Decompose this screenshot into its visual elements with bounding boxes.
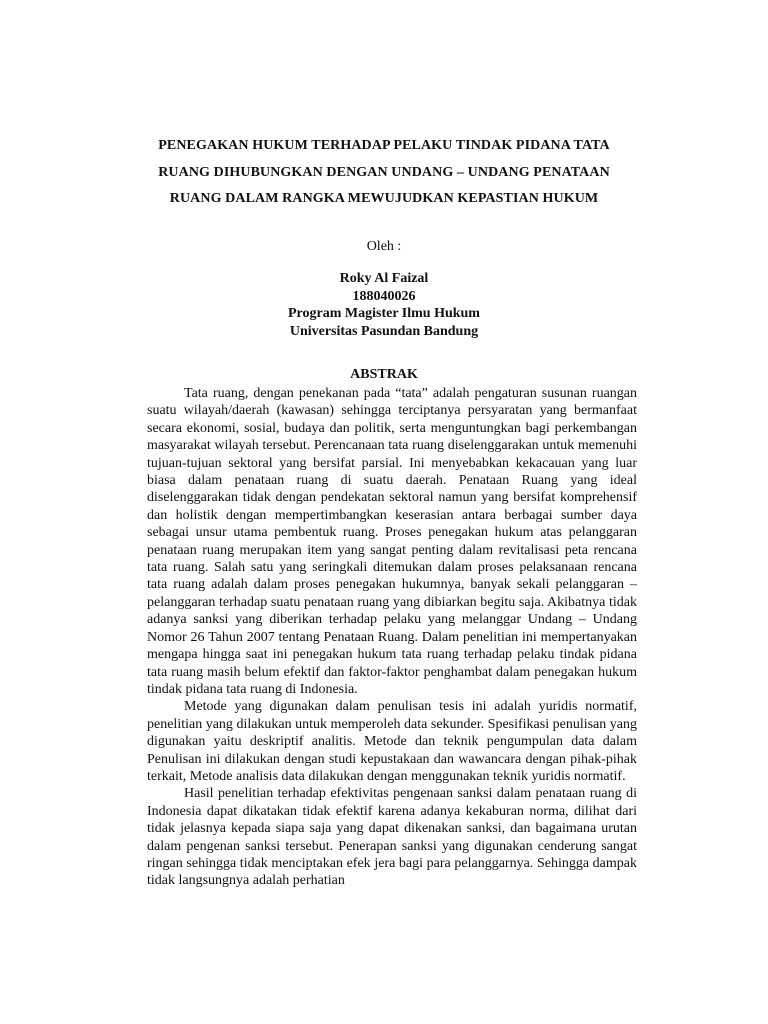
author-program: Program Magister Ilmu Hukum — [288, 306, 480, 321]
author-university: Universitas Pasundan Bandung — [289, 323, 479, 339]
author-name: Roky Al Faizal — [339, 271, 429, 286]
abstract-body — [147, 385, 637, 890]
abstract-paragraph: Metode yang digunakan dalam penulisan tesis ini adalah yuridis normatif, penelitian yang dilakukan untuk memperoleh data sekunder. Spesifikasi penulisan yang digunakan yaitu deskriptif analitis. Metode dan teknik pengumpulan data dalam Penulisan ini dilakukan dengan studi kepustakaan dan wawancara dengan pihak-pihak terkait, Metode analisis data dilakukan dengan menggunakan teknik yuridis normatif. — [147, 699, 637, 784]
abstract-paragraph: Hasil penelitian terhadap efektivitas pengenaan sanksi dalam penataan ruang di Indonesia dapat dikatakan tidak efektif karena adanya kekaburan norma, dilihat dari tidak jelasnya kepada siapa saja yang dapat dikenakan sanksi, dan bagaimana urutan dalam pengenan sanksi tersebut. Penerapan sanksi yang digunakan cenderung sangat ringan sehingga tidak menciptakan efek jera bagi para pelanggarnya. Sehingga dampak tidak langsungnya adalah perhatian — [147, 786, 637, 889]
by-label: Oleh : — [366, 239, 402, 254]
title-line: PENEGAKAN HUKUM TERHADAP PELAKU TINDAK PIDANA TATA — [158, 138, 610, 153]
document-title — [120, 133, 648, 213]
title-line: RUANG DIHUBUNGKAN DENGAN UNDANG – UNDANG PENATAAN — [158, 164, 610, 180]
abstract-heading: ABSTRAK — [350, 367, 418, 382]
author-block — [0, 270, 768, 340]
abstract-paragraph: Tata ruang, dengan penekanan pada “tata” adalah pengaturan susunan ruangan suatu wilayah/daerah (kawasan) sehingga terciptanya persyaratan yang bermanfaat secara ekonomi, sosial, budaya dan politik, serta menguntungkan bagi perkembangan masyarakat wilayah tersebut. Perencanaan tata ruang diselenggarakan untuk memenuhi tujuan-tujuan sektoral yang bersifat parsial. Ini menyebabkan kekacauan yang luar biasa dalam penataan ruang di suatu daerah. Penataan Ruang yang ideal diselenggarakan tidak dengan pendekatan sektoral namun yang bersifat komprehensif dan holistik dengan mempertimbangkan keserasian antara berbagai sumber daya sebagai unsur utama pembentuk ruang. Proses penegakan hukum atas pelanggaran penataan ruang merupakan item yang sangat penting dalam revitalisasi peta rencana tata ruang. Salah satu yang seringkali ditemukan dalam proses pelaksanaan rencana tata ruang adalah dalam proses penegakan hukumnya, banyak sekali pelanggaran – pelanggaran terhadap suatu penataan ruang yang dibiarkan begitu saja. Akibatnya tidak adanya sanksi yang diberikan terhadap pelaku yang melanggar Undang – Undang Nomor 26 Tahun 2007 tentang Penataan Ruang. Dalam penelitian ini mempertanyakan mengapa hingga saat ini penegakan hukum tata ruang terhadap pelaku tindak pidana tata ruang masih belum efektif dan faktor-faktor penghambat dalam penegakan hukum tindak pidana tata ruang di Indonesia. — [147, 386, 637, 697]
title-line: RUANG DALAM RANGKA MEWUJUDKAN KEPASTIAN HUKUM — [169, 191, 599, 206]
author-student-id: 188040026 — [352, 288, 416, 304]
